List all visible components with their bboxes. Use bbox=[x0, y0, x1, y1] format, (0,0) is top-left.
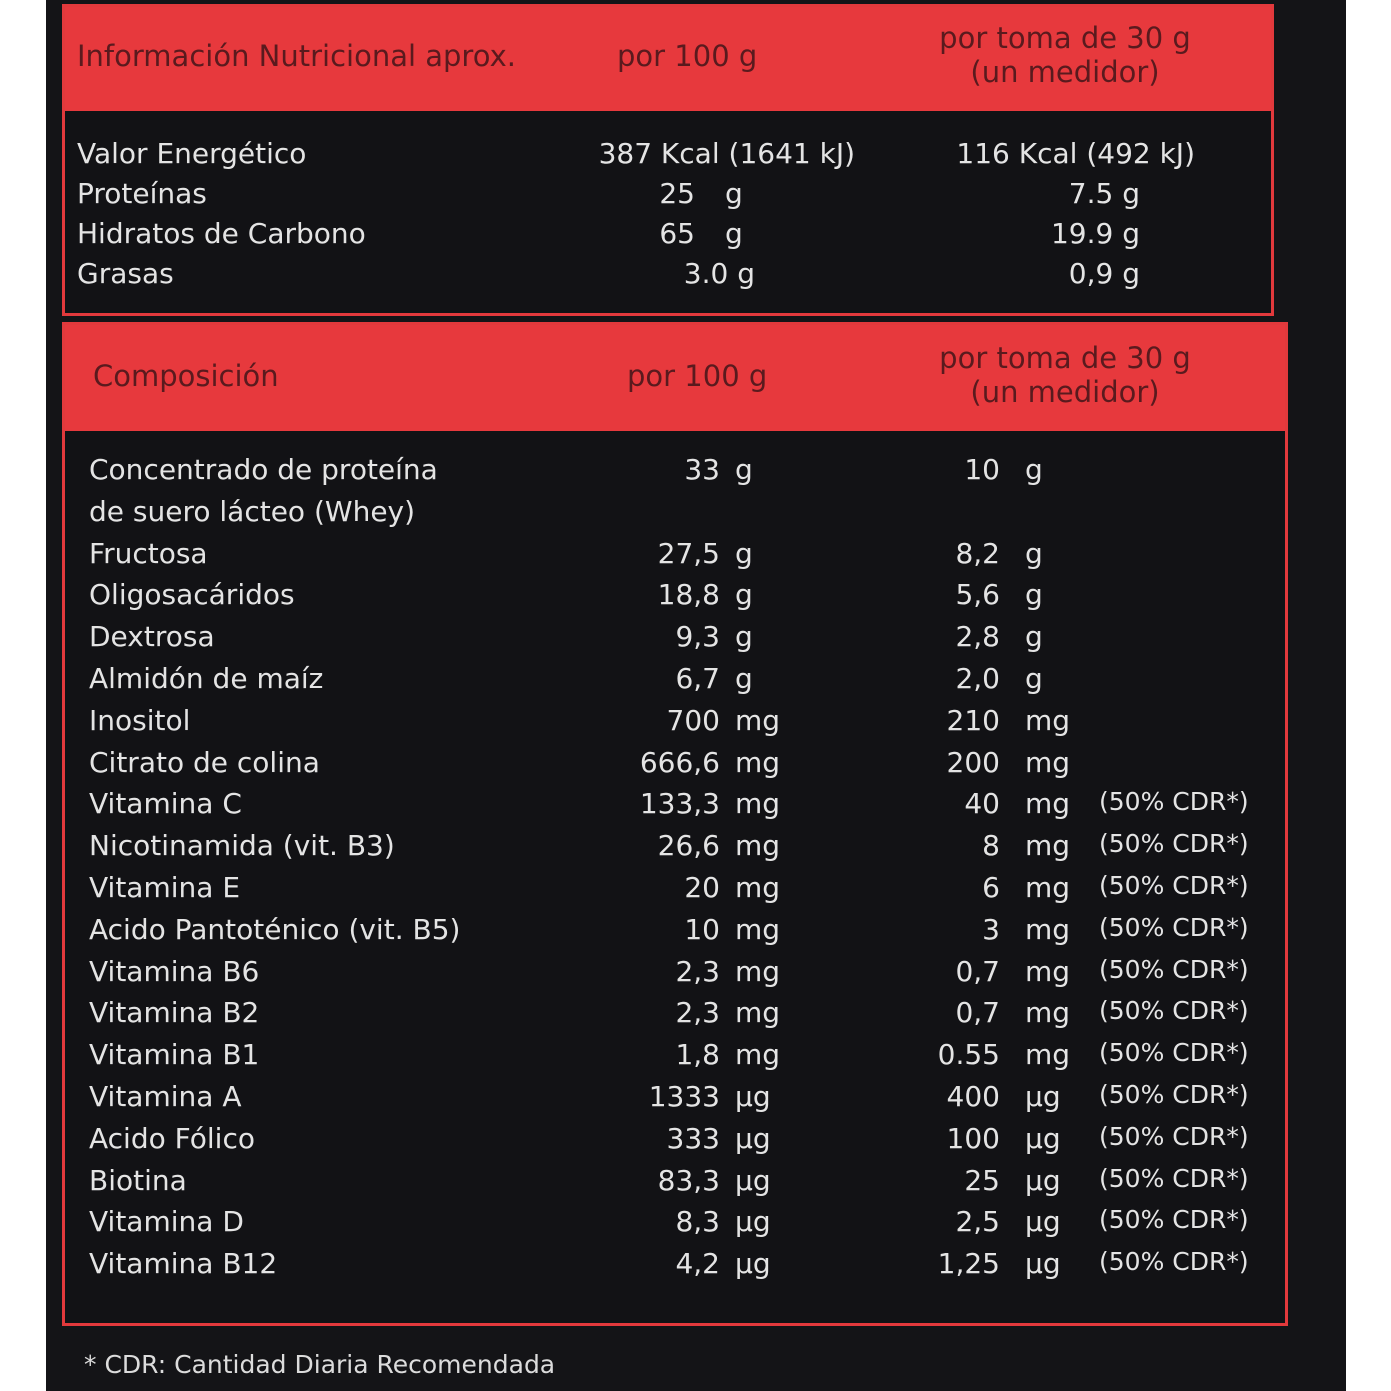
unit-per-100g: g bbox=[735, 620, 753, 654]
unit-per-serving: mg bbox=[1025, 954, 1071, 988]
unit-per-100g: µg bbox=[735, 1205, 771, 1239]
unit-per-serving: µg bbox=[1025, 1163, 1061, 1197]
value-per-100g: 10 bbox=[684, 912, 720, 946]
unit-per-100g: mg bbox=[735, 745, 781, 779]
unit-per-100g: g bbox=[725, 217, 743, 250]
nutrient-row bbox=[65, 137, 1271, 179]
nutrition-info-header bbox=[65, 7, 1271, 111]
value-per-100g: 33 bbox=[684, 453, 720, 486]
value-per-serving: 2,8 bbox=[955, 620, 1000, 654]
header-per-serving bbox=[905, 341, 1225, 409]
ingredient-name: Inositol bbox=[89, 703, 191, 737]
header-per-100g: por 100 g bbox=[627, 359, 768, 393]
ingredient-row bbox=[65, 1247, 1285, 1289]
unit-per-serving: mg bbox=[1025, 871, 1071, 904]
ingredient-name: Vitamina B12 bbox=[89, 1247, 278, 1281]
value-per-serving: 0,9 g bbox=[1068, 257, 1140, 290]
nutrient-row bbox=[65, 257, 1271, 299]
value-per-serving: 2,5 bbox=[955, 1205, 1000, 1239]
header-title: Información Nutricional aprox. bbox=[77, 39, 516, 73]
cdr-percentage: (50% CDR*) bbox=[1099, 1080, 1249, 1109]
value-per-100g: 6,7 bbox=[675, 662, 720, 695]
ingredient-name: Vitamina C bbox=[89, 787, 242, 821]
value-per-100g: 65 bbox=[659, 217, 695, 250]
ingredient-row bbox=[65, 746, 1285, 788]
cdr-percentage: (50% CDR*) bbox=[1099, 829, 1249, 859]
header-serving-line2: (un medidor) bbox=[970, 55, 1160, 89]
header-per-100g: por 100 g bbox=[617, 39, 758, 73]
ingredient-name: Nicotinamida (vit. B3) bbox=[89, 829, 395, 863]
ingredient-name: Oligosacáridos bbox=[89, 578, 295, 612]
value-per-serving: 100 bbox=[946, 1121, 1000, 1155]
unit-per-serving: µg bbox=[1025, 1247, 1061, 1281]
ingredient-name: Almidón de maíz bbox=[89, 662, 324, 695]
nutrition-info-panel bbox=[62, 4, 1274, 316]
value-per-serving: 6 bbox=[982, 871, 1000, 904]
ingredient-name: Vitamina E bbox=[89, 871, 241, 904]
unit-per-100g: g bbox=[735, 662, 753, 695]
unit-per-serving: g bbox=[1025, 578, 1043, 612]
nutrient-name: Hidratos de Carbono bbox=[77, 217, 366, 250]
value-per-100g: 1,8 bbox=[675, 1038, 720, 1072]
unit-per-100g: g bbox=[725, 177, 743, 210]
unit-per-100g: g bbox=[735, 453, 753, 486]
nutrient-name: Proteínas bbox=[77, 177, 207, 210]
value-per-serving: 25 bbox=[964, 1163, 1000, 1197]
ingredient-row bbox=[65, 453, 1285, 495]
value-per-100g: 3.0 g bbox=[683, 257, 755, 290]
value-per-serving: 3 bbox=[982, 912, 1000, 946]
ingredient-row bbox=[65, 620, 1285, 662]
value-per-100g: 8,3 bbox=[675, 1205, 720, 1239]
ingredient-name: Vitamina B2 bbox=[89, 996, 260, 1030]
unit-per-100g: g bbox=[735, 578, 753, 612]
ingredient-name: Vitamina B1 bbox=[89, 1038, 260, 1072]
unit-per-100g: g bbox=[735, 536, 753, 570]
cdr-percentage: (50% CDR*) bbox=[1099, 954, 1249, 984]
unit-per-serving: mg bbox=[1025, 787, 1071, 821]
value-per-serving: 40 bbox=[964, 787, 1000, 821]
value-per-serving: 116 Kcal (492 kJ) bbox=[956, 137, 1195, 170]
unit-per-100g: mg bbox=[735, 703, 781, 737]
cdr-percentage: (50% CDR*) bbox=[1099, 1247, 1249, 1277]
unit-per-100g: mg bbox=[735, 912, 781, 946]
ingredient-row bbox=[65, 787, 1285, 829]
composition-header bbox=[65, 325, 1285, 431]
value-per-100g: 25 bbox=[659, 177, 695, 210]
ingredient-row bbox=[65, 1038, 1285, 1080]
cdr-footnote: * CDR: Cantidad Diaria Recomendada bbox=[84, 1350, 556, 1379]
cdr-percentage: (50% CDR*) bbox=[1099, 1205, 1249, 1235]
ingredient-row bbox=[65, 578, 1285, 620]
unit-per-100g: µg bbox=[735, 1247, 771, 1281]
ingredient-row bbox=[65, 704, 1285, 746]
value-per-100g: 4,2 bbox=[675, 1247, 720, 1281]
ingredient-row bbox=[65, 537, 1285, 579]
unit-per-100g: µg bbox=[735, 1163, 771, 1197]
unit-per-100g: mg bbox=[735, 829, 781, 863]
value-per-100g: 83,3 bbox=[657, 1163, 720, 1197]
ingredient-name: Dextrosa bbox=[89, 620, 215, 654]
composition-panel bbox=[62, 322, 1288, 1326]
value-per-100g: 26,6 bbox=[657, 829, 720, 863]
unit-per-serving: mg bbox=[1025, 912, 1071, 946]
unit-per-serving: mg bbox=[1025, 996, 1071, 1030]
value-per-serving: 0,7 bbox=[955, 996, 1000, 1030]
value-per-100g: 700 bbox=[666, 703, 720, 737]
unit-per-100g: µg bbox=[735, 1080, 771, 1113]
ingredient-row bbox=[65, 1164, 1285, 1206]
ingredient-row bbox=[65, 829, 1285, 871]
ingredient-row bbox=[65, 913, 1285, 955]
value-per-serving: 19.9 g bbox=[1050, 217, 1140, 250]
value-per-100g: 333 bbox=[666, 1121, 720, 1155]
cdr-percentage: (50% CDR*) bbox=[1099, 1121, 1249, 1151]
value-per-serving: 0.55 bbox=[937, 1038, 1000, 1072]
unit-per-serving: µg bbox=[1025, 1205, 1061, 1239]
ingredient-row bbox=[65, 1080, 1285, 1122]
value-per-serving: 1,25 bbox=[937, 1247, 1000, 1281]
ingredient-name: Acido Fólico bbox=[89, 1121, 255, 1155]
unit-per-100g: µg bbox=[735, 1121, 771, 1155]
value-per-serving: 200 bbox=[946, 745, 1000, 779]
nutrient-row bbox=[65, 217, 1271, 259]
value-per-100g: 666,6 bbox=[639, 745, 720, 779]
value-per-serving: 5,6 bbox=[955, 578, 1000, 612]
unit-per-serving: µg bbox=[1025, 1121, 1061, 1155]
value-per-serving: 210 bbox=[946, 703, 1000, 737]
value-per-serving: 7.5 g bbox=[1068, 177, 1140, 210]
cdr-percentage: (50% CDR*) bbox=[1099, 787, 1249, 817]
value-per-100g: 20 bbox=[684, 871, 720, 904]
unit-per-100g: mg bbox=[735, 996, 781, 1030]
ingredient-row bbox=[65, 1122, 1285, 1164]
header-per-serving bbox=[905, 21, 1225, 89]
value-per-serving: 0,7 bbox=[955, 954, 1000, 988]
unit-per-serving: mg bbox=[1025, 829, 1071, 863]
value-per-100g: 387 Kcal (1641 kJ) bbox=[598, 137, 855, 170]
cdr-percentage: (50% CDR*) bbox=[1099, 996, 1249, 1026]
nutrient-row bbox=[65, 177, 1271, 219]
value-per-100g: 18,8 bbox=[657, 578, 720, 612]
value-per-serving: 10 bbox=[964, 453, 1000, 486]
cdr-percentage: (50% CDR*) bbox=[1099, 871, 1249, 900]
value-per-100g: 9,3 bbox=[675, 620, 720, 654]
unit-per-serving: µg bbox=[1025, 1080, 1061, 1113]
ingredient-name: Concentrado de proteína bbox=[89, 453, 438, 486]
header-serving-line2: (un medidor) bbox=[970, 375, 1160, 409]
cdr-percentage: (50% CDR*) bbox=[1099, 1163, 1249, 1193]
cdr-percentage: (50% CDR*) bbox=[1099, 1038, 1249, 1068]
ingredient-name: Acido Pantoténico (vit. B5) bbox=[89, 912, 461, 946]
value-per-100g: 133,3 bbox=[639, 787, 720, 821]
ingredient-row bbox=[65, 871, 1285, 913]
unit-per-100g: mg bbox=[735, 1038, 781, 1072]
unit-per-100g: mg bbox=[735, 871, 781, 904]
ingredient-name: Biotina bbox=[89, 1163, 187, 1197]
value-per-serving: 8 bbox=[982, 829, 1000, 863]
ingredient-row bbox=[65, 955, 1285, 997]
unit-per-serving: mg bbox=[1025, 1038, 1071, 1072]
unit-per-serving: g bbox=[1025, 453, 1043, 486]
value-per-serving: 400 bbox=[946, 1080, 1000, 1113]
unit-per-serving: g bbox=[1025, 662, 1043, 695]
ingredient-name: Citrato de colina bbox=[89, 745, 320, 779]
unit-per-100g: mg bbox=[735, 954, 781, 988]
ingredient-name: Vitamina A bbox=[89, 1080, 242, 1113]
ingredient-row bbox=[65, 495, 1285, 537]
nutrient-name: Valor Energético bbox=[77, 137, 307, 170]
value-per-100g: 2,3 bbox=[675, 954, 720, 988]
nutrition-label bbox=[46, 0, 1346, 1391]
ingredient-row bbox=[65, 996, 1285, 1038]
ingredient-name: Fructosa bbox=[89, 536, 208, 570]
ingredient-row bbox=[65, 1205, 1285, 1247]
value-per-100g: 27,5 bbox=[657, 536, 720, 570]
header-serving-line1: por toma de 30 g bbox=[939, 341, 1191, 375]
value-per-serving: 2,0 bbox=[955, 662, 1000, 695]
ingredient-row bbox=[65, 662, 1285, 704]
value-per-serving: 8,2 bbox=[955, 536, 1000, 570]
unit-per-serving: g bbox=[1025, 536, 1043, 570]
nutrient-name: Grasas bbox=[77, 257, 174, 290]
ingredient-name: Vitamina B6 bbox=[89, 954, 260, 988]
value-per-100g: 1333 bbox=[648, 1080, 720, 1113]
value-per-100g: 2,3 bbox=[675, 996, 720, 1030]
cdr-percentage: (50% CDR*) bbox=[1099, 912, 1249, 942]
unit-per-serving: g bbox=[1025, 620, 1043, 654]
header-title: Composición bbox=[93, 359, 279, 393]
header-serving-line1: por toma de 30 g bbox=[939, 21, 1191, 55]
unit-per-100g: mg bbox=[735, 787, 781, 821]
ingredient-name: Vitamina D bbox=[89, 1205, 244, 1239]
unit-per-serving: mg bbox=[1025, 703, 1071, 737]
unit-per-serving: mg bbox=[1025, 745, 1071, 779]
ingredient-name: de suero lácteo (Whey) bbox=[89, 494, 416, 528]
